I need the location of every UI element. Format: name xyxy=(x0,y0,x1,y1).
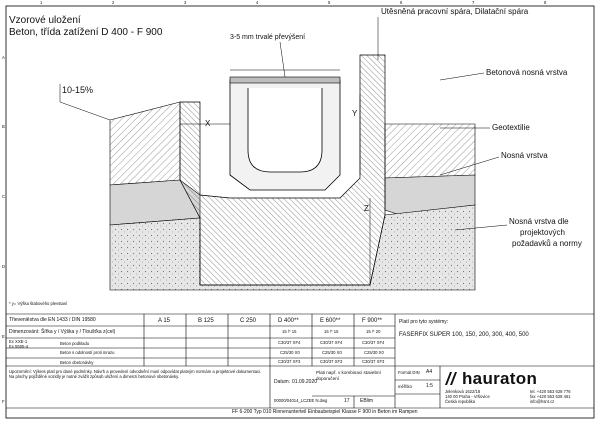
date-label: Datum: xyxy=(274,379,291,385)
bottom-caption: FF 6-200 Typ 010 Rinnenunterteil Einbaubeispiel Klasse F 900 in Beton im Rampen xyxy=(232,409,418,415)
date-value: 01.09.2020 xyxy=(292,379,318,385)
dimension-y: Y xyxy=(352,109,358,118)
company-name: hauraton xyxy=(462,369,538,388)
border-number-8: 8 xyxy=(544,0,547,5)
dimension-z: Z xyxy=(364,204,369,213)
row1-label: Třieveniěstva dle EN 1433 / DIN 19580 xyxy=(9,317,96,323)
callout-joint: Utěsněná pracovní spára, Dilatační spára xyxy=(381,7,529,16)
hauraton-logo-icon xyxy=(445,372,459,385)
left-cell-1: Ex XXE-1 xyxy=(9,339,28,344)
border-number-5: 5 xyxy=(328,0,331,5)
border-letter-d: D xyxy=(2,264,6,269)
load-class-c250: C 250 xyxy=(240,318,257,324)
row5-f900: C30/37 XF3 xyxy=(362,359,385,364)
border-number-3: 3 xyxy=(184,0,187,5)
row4-e600: C25/30 X0 xyxy=(322,350,342,355)
sheet-number: 17 xyxy=(344,398,350,404)
row2-e600: 15 /* 15 xyxy=(324,329,339,334)
slope-label: 10-15% xyxy=(62,85,94,95)
load-class-a15: A 15 xyxy=(158,318,171,324)
row2-d400: 15 /* 15 xyxy=(282,329,297,334)
row5-e600: C30/37 XF3 xyxy=(320,359,343,364)
scale-label: měřítko xyxy=(398,384,412,389)
border-number-1: 1 xyxy=(40,0,43,5)
border-letter-e: E xyxy=(2,334,5,339)
callout-project-layer-2: projektových xyxy=(520,228,565,237)
company-address: Jelenková 1622/18 xyxy=(445,389,481,394)
row2-label: Dimenzování: Šířka y / Výška y / Tloušťka z(cel) xyxy=(9,329,116,335)
border-number-2: 2 xyxy=(112,0,115,5)
row3-d400: C30/37 XF4 xyxy=(278,340,301,345)
border-letter-c: C xyxy=(2,194,6,199)
note-small: Plati např. v kombinaci stavební doporučení xyxy=(316,370,381,381)
left-cell-3: Beton podkladu xyxy=(60,341,90,346)
load-class-d400: D 400** xyxy=(278,318,299,324)
load-class-e600: E 600** xyxy=(320,318,341,324)
row4-f900: C25/30 X0 xyxy=(364,350,384,355)
load-class-f900: F 900** xyxy=(362,318,383,324)
row3-e600: C30/37 XF4 xyxy=(320,340,343,345)
dimension-x: X xyxy=(205,119,211,128)
border-letter-f: F xyxy=(2,399,5,404)
row5-d400: C30/37 XF3 xyxy=(278,359,301,364)
format-label: Formát DIN xyxy=(398,370,420,375)
load-class-b125: B 125 xyxy=(198,318,214,324)
border-number-6: 6 xyxy=(400,0,403,5)
row3-f900: C30/37 XF4 xyxy=(362,340,385,345)
company-phone: tel. +420 553 628 776 xyxy=(530,389,571,394)
scale-value: 1:5 xyxy=(426,383,433,389)
left-cell-5: Beton obetonávky xyxy=(60,360,94,365)
callout-base-layer: Nosná vrstva xyxy=(501,151,548,160)
footnote: * y= Výška štabového plevstaní xyxy=(9,301,68,306)
drawing-title-line1: Vzorové uložení xyxy=(9,15,81,26)
left-cell-4: Beton s odolností proti mrazu xyxy=(60,350,115,355)
callout-concrete-layer: Betonová nosná vrstva xyxy=(486,68,568,77)
company-fax: fax +420 553 628 461 xyxy=(530,394,571,399)
format-value: A4 xyxy=(426,369,433,375)
callout-geotextile: Geotextilie xyxy=(492,123,530,132)
border-number-4: 4 xyxy=(256,0,259,5)
notes-text: Upozornění: Výkres platí pro dané podmínky. Návrh a provedení odvodnění musí odpovídat platným normám a projektové dokumentaci. Na plochy pojížděné vozidly je nutné zvážit způsob uložení a dimenzi betonové obetonávky. xyxy=(9,369,262,380)
gap-label: 3-5 mm trvalé převýšení xyxy=(230,34,306,41)
company-city: 140 00 Praha - Vršovice xyxy=(445,394,490,399)
callout-project-layer-3: požadavků a normy xyxy=(512,239,582,248)
border-letter-a: A xyxy=(2,55,5,60)
row4-d400: C25/30 X0 xyxy=(280,350,300,355)
company-email: info@hsnt.cz xyxy=(530,399,555,404)
drawing-number: 00000/04014_LCZEE N.dwg xyxy=(274,398,328,403)
applies-label: Platí pro tyto systémy: xyxy=(399,319,449,325)
row2-f900: 15 /* 20 xyxy=(366,329,381,334)
callout-project-layer-1: Nosná vrstva dle xyxy=(509,217,569,226)
drawing-title-line2: Beton, třída zatížení D 400 - F 900 xyxy=(9,27,163,38)
applies-value: FASERFIX SUPER 100, 150, 200, 300, 400, 500 xyxy=(399,332,529,338)
author: EBlim xyxy=(360,398,374,404)
left-cell-2: Ex 5505-4 xyxy=(9,344,29,349)
border-number-7: 7 xyxy=(472,0,475,5)
border-letter-b: B xyxy=(2,124,5,129)
company-country: Česká republika xyxy=(445,399,476,404)
